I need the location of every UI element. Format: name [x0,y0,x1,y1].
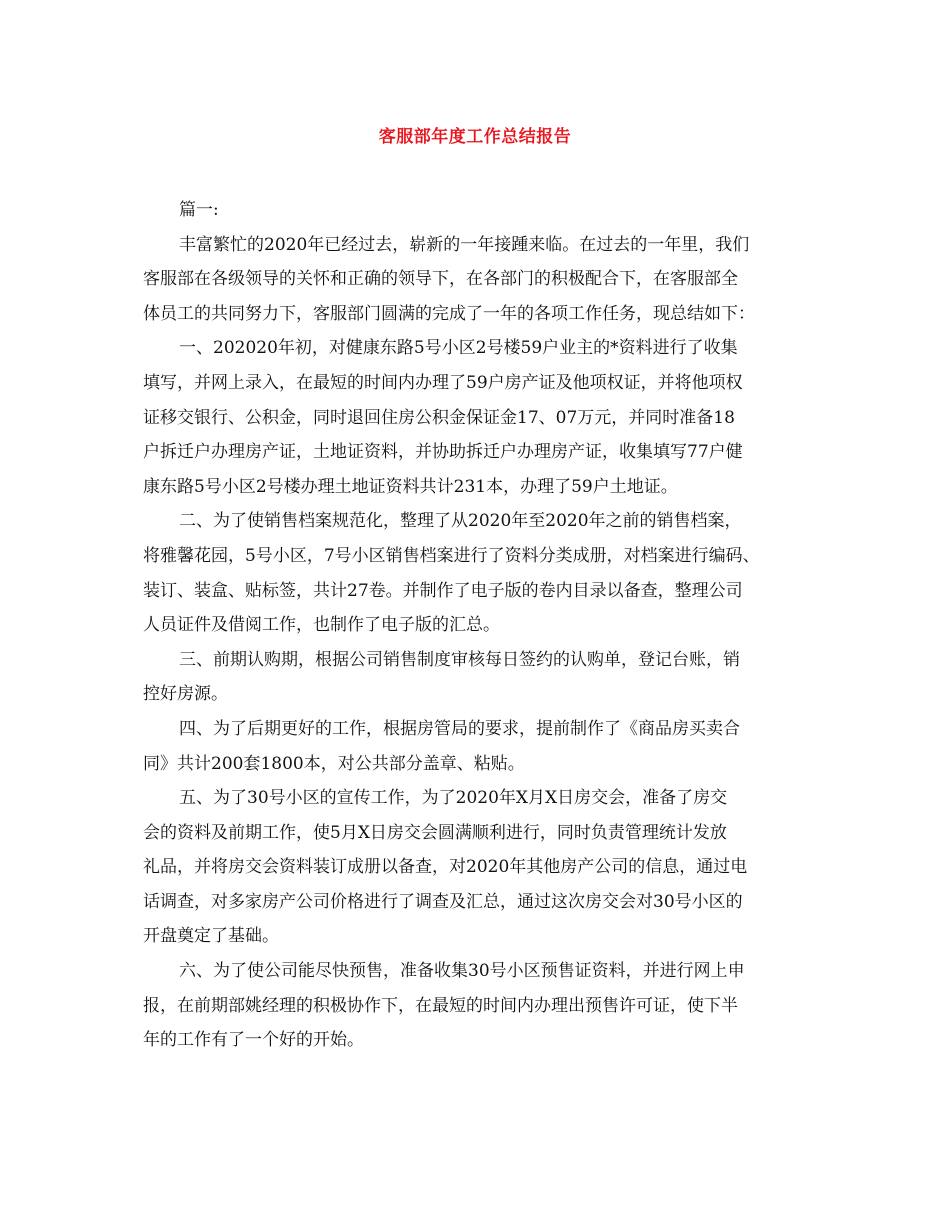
paragraph [143,504,815,642]
text-line: 开盘奠定了基础。 [143,926,279,947]
paragraph [143,228,815,332]
text-line: 丰富繁忙的2020年已经过去，崭新的一年接踵来临。在过去的一年里，我们 [179,234,750,255]
text-line: 同》共计200套1800本，对公共部分盖章、粘贴。 [143,753,525,774]
document-title: 客服部年度工作总结报告 [378,127,572,147]
text-line: 五、为了30号小区的宣传工作，为了2020年X月X日房交会，准备了房交 [179,788,728,809]
text-line: 将雅馨花园，5号小区，7号小区销售档案进行了资料分类成册，对档案进行编码、 [143,545,760,566]
text-line: 六、为了使公司能尽快预售，准备收集30号小区预售证资料，并进行网上申 [179,961,745,982]
text-line: 装订、装盒、贴标签，共计27卷。并制作了电子版的卷内目录以备查，整理公司 [143,580,743,601]
text-line: 四、为了后期更好的工作，根据房管局的要求，提前制作了《商品房买卖合 [179,718,740,739]
text-line: 一、202020年初，对健康东路5号小区2号楼59户业主的*资料进行了收集 [179,338,738,359]
text-line: 二、为了使销售档案规范化，整理了从2020年至2020年之前的销售档案， [179,511,742,532]
paragraph [143,954,815,1058]
text-line: 会的资料及前期工作，使5月X日房交会圆满顺利进行，同时负责管理统计发放 [143,822,727,843]
text-line: 康东路5号小区2号楼办理土地证资料共计231本，办理了59户土地证。 [143,476,678,497]
text-line: 三、前期认购期，根据公司销售制度审核每日签约的认购单，登记台账，销 [179,649,740,670]
paragraph [143,193,815,228]
text-line: 年的工作有了一个好的开始。 [143,1030,364,1051]
text-line: 篇一: [179,200,219,220]
text-line: 体员工的共同努力下，客服部门圆满的完成了一年的各项工作任务，现总结如下： [143,303,755,324]
text-line: 证移交银行、公积金，同时退回住房公积金保证金17、07万元，并同时准备18 [143,407,735,428]
paragraph [143,712,815,781]
text-line: 礼品，并将房交会资料装订成册以备查，对2020年其他房产公司的信息，通过电 [143,857,748,878]
text-line: 报，在前期部姚经理的积极协作下，在最短的时间内办理出预售许可证，使下半 [143,995,738,1016]
text-line: 户拆迁户办理房产证，土地证资料，并协助拆迁户办理房产证，收集填写77户健 [143,442,743,463]
document-body [143,193,815,1058]
text-line: 客服部在各级领导的关怀和正确的领导下，在各部门的积极配合下，在客服部全 [143,269,738,290]
text-line: 控好房源。 [143,684,228,705]
paragraph [143,643,815,712]
text-line: 人员证件及借阅工作，也制作了电子版的汇总。 [143,615,500,636]
paragraph [143,781,815,954]
text-line: 话调查，对多家房产公司价格进行了调查及汇总，通过这次房交会对30号小区的 [143,891,743,912]
text-line: 填写，并网上录入，在最短的时间内办理了59户房产证及他项权证，并将他项权 [143,372,743,393]
paragraph [143,331,815,504]
